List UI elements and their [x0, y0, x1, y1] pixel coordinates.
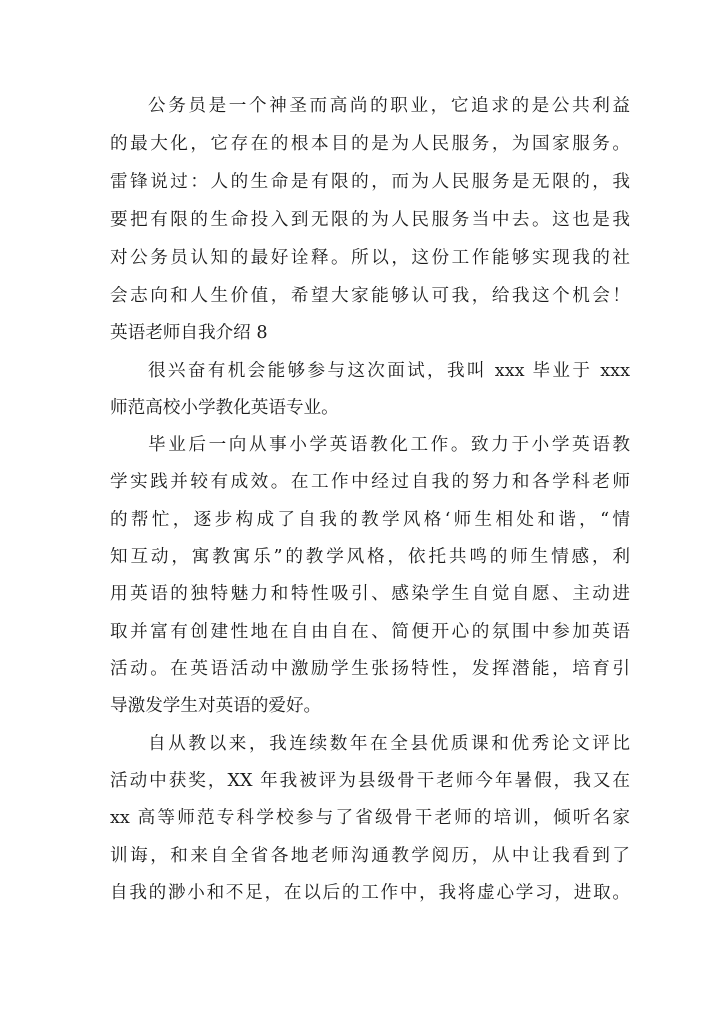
text-line: 学实践并较有成效。在工作中经过自我的努力和各学科老师 — [110, 472, 630, 492]
text-line: 取并富有创建性地在自由自在、简便开心的氛围中参加英语 — [110, 622, 630, 642]
text-line: 很兴奋有机会能够参与这次面试，我叫 xxx 毕业于 xxx — [148, 361, 630, 381]
text-line: 活动。在英语活动中激励学生张扬特性，发挥潜能，培育引 — [110, 659, 630, 679]
text-line: 训诲，和来自全省各地老师沟通教学阅历，从中让我看到了 — [110, 846, 630, 866]
text-line: xx 高等师范专科学校参与了省级骨干老师的培训，倾听名家 — [110, 808, 630, 828]
section-heading: 英语老师自我介绍 8 — [110, 323, 268, 343]
text-line: 毕业后一向从事小学英语教化工作。致力于小学英语教 — [148, 435, 630, 455]
text-line: 公务员是一个神圣而高尚的职业，它追求的是公共利益 — [148, 96, 630, 116]
text-line: 要把有限的生命投入到无限的为人民服务当中去。这也是我 — [110, 210, 630, 230]
text-line: 师范高校小学教化英语专业。 — [110, 398, 339, 418]
text-line: 的最大化，它存在的根本目的是为人民服务，为国家服务。 — [110, 134, 630, 154]
text-line: 雷锋说过：人的生命是有限的，而为人民服务是无限的，我 — [110, 172, 630, 192]
text-line: 对公务员认知的最好诠释。所以，这份工作能够实现我的社 — [110, 248, 630, 268]
text-line: 自从教以来，我连续数年在全县优质课和优秀论文评比 — [148, 734, 630, 754]
text-line: 自我的渺小和不足，在以后的工作中，我将虚心学习，进取。 — [110, 883, 630, 903]
text-line: 的帮忙，逐步构成了自我的教学风格‘师生相处和谐，“情 — [110, 510, 630, 530]
text-line: 活动中获奖，XX 年我被评为县级骨干老师今年暑假，我又在 — [110, 771, 630, 791]
text-line: 用英语的独特魅力和特性吸引、感染学生自觉自愿、主动进 — [110, 584, 630, 604]
text-line: 导激发学生对英语的爱好。 — [110, 696, 322, 716]
text-line: 知互动，寓教寓乐”的教学风格，依托共鸣的师生情感，利 — [110, 547, 630, 567]
text-line: 会志向和人生价值，希望大家能够认可我，给我这个机会！ — [110, 286, 630, 306]
